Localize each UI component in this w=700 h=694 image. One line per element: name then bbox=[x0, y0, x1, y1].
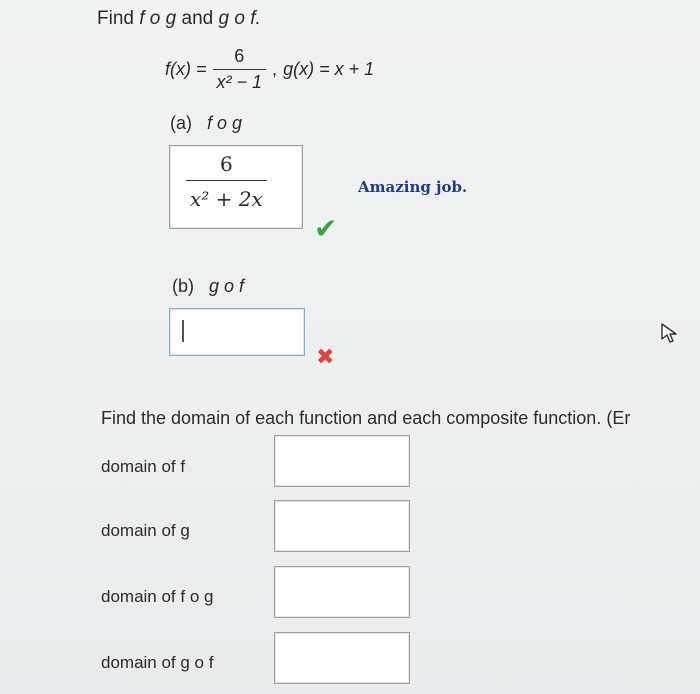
domain-g-input[interactable] bbox=[274, 500, 410, 552]
domain-label-f: domain of f bbox=[101, 457, 186, 476]
part-a-answer-box[interactable] bbox=[169, 145, 303, 229]
domain-f-input[interactable] bbox=[274, 435, 410, 487]
domain-label-fog: domain of f o g bbox=[101, 587, 214, 606]
pointer-cursor-icon bbox=[660, 322, 680, 349]
text-cursor bbox=[182, 320, 184, 342]
separator-comma: , bbox=[272, 59, 278, 79]
part-b-expr: g o f bbox=[209, 276, 245, 296]
fx-denominator: x² − 1 bbox=[213, 69, 267, 93]
prompt-and: and bbox=[181, 8, 214, 29]
function-definitions bbox=[165, 46, 374, 93]
prompt-expr-fog: f o g bbox=[139, 8, 177, 29]
domain-gof-input[interactable] bbox=[274, 632, 410, 684]
part-a-label bbox=[170, 113, 242, 134]
part-b-letter: (b) bbox=[172, 276, 194, 296]
part-a-answer-denominator: x² + 2x bbox=[186, 180, 267, 211]
part-a-answer-fraction bbox=[186, 152, 267, 211]
prompt-expr-gof: g o f. bbox=[218, 8, 261, 29]
cross-icon: ✖ bbox=[316, 344, 335, 369]
prompt-prefix: Find bbox=[97, 8, 134, 29]
part-b-answer-input[interactable] bbox=[169, 308, 305, 356]
domain-label-gof: domain of g o f bbox=[101, 653, 214, 672]
question-prompt bbox=[97, 8, 261, 30]
gx-definition: g(x) = x + 1 bbox=[283, 59, 375, 79]
domain-label-g: domain of g bbox=[101, 521, 190, 540]
part-a-answer-numerator: 6 bbox=[220, 152, 233, 176]
domain-fog-input[interactable] bbox=[274, 566, 410, 618]
fx-numerator: 6 bbox=[234, 46, 245, 66]
domain-instruction: Find the domain of each function and each composite function. (Er bbox=[101, 408, 631, 428]
part-a-letter: (a) bbox=[170, 113, 192, 133]
fx-fraction bbox=[213, 46, 267, 93]
check-icon: ✔ bbox=[314, 213, 338, 244]
part-b-label bbox=[172, 276, 244, 297]
part-a-expr: f o g bbox=[207, 113, 243, 133]
fx-label: f(x) = bbox=[165, 59, 207, 79]
feedback-text: Amazing job. bbox=[358, 178, 468, 196]
